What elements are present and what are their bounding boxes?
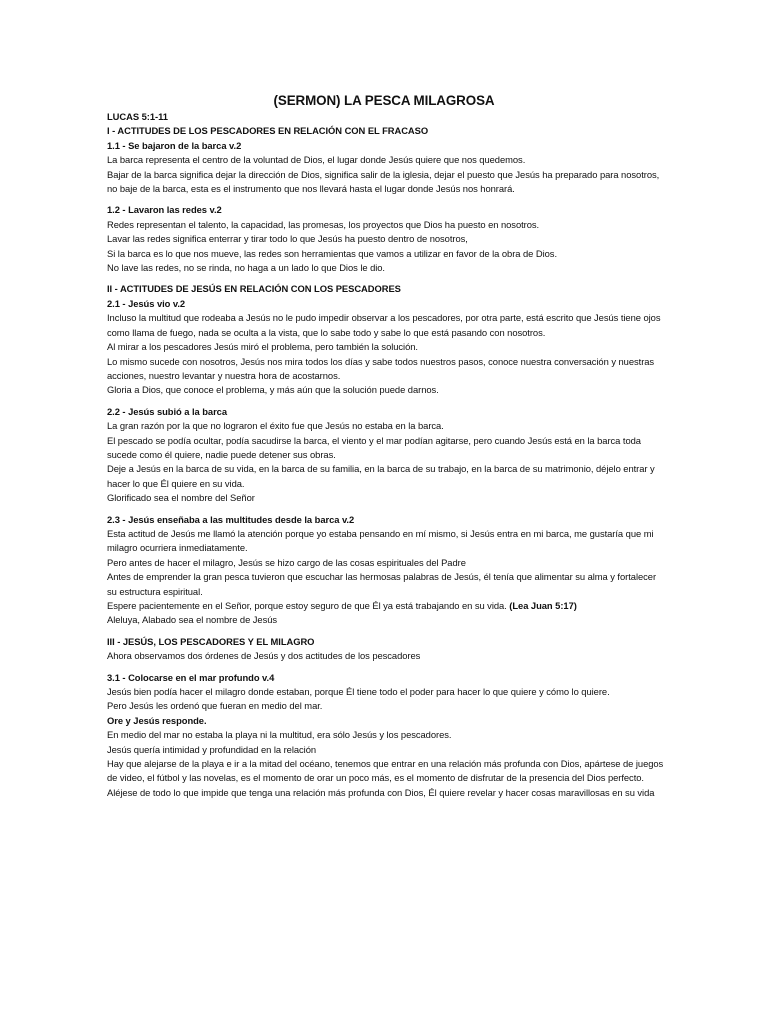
paragraph: Ahora observamos dos órdenes de Jesús y dos actitudes de los pescadores bbox=[107, 650, 421, 662]
paragraph: Pero antes de hacer el milagro, Jesús se hizo cargo de las cosas espirituales del Padre bbox=[107, 556, 466, 568]
section-3-heading: III - JESÚS, LOS PESCADORES Y EL MILAGRO bbox=[107, 635, 315, 647]
section-1-heading: I - ACTITUDES DE LOS PESCADORES EN RELACIÓN CON EL FRACASO bbox=[107, 125, 429, 137]
paragraph: Pero Jesús les ordenó que fueran en medio del mar. bbox=[107, 700, 323, 712]
subsection-3-1-heading: 3.1 - Colocarse en el mar profundo v.4 bbox=[107, 671, 275, 683]
scripture-reference: LUCAS 5:1-11 bbox=[107, 111, 168, 122]
paragraph: En medio del mar no estaba la playa ni la multitud, era sólo Jesús y los pescadores. bbox=[107, 729, 452, 741]
paragraph: Jesús bien podía hacer el milagro donde estaban, porque Él tiene todo el poder para hacer lo que quiere y cómo lo quiere. bbox=[107, 686, 610, 698]
paragraph: Esta actitud de Jesús me llamó la atención porque yo estaba pensando en mí mismo, si Jesús entra en mi barca, me gustaría que mi milagro ocurriera inmediatamente. bbox=[107, 527, 654, 554]
document-body bbox=[107, 110, 667, 800]
paragraph: Aleluya, Alabado sea el nombre de Jesús bbox=[107, 614, 278, 626]
paragraph: Bajar de la barca significa dejar la dirección de Dios, significa salir de la iglesia, dejar el puesto que Jesús ha preparado para nosotros, no baje de la barca, esta es el instrumento que nos llevará hasta el lugar donde Jesús nos honrará. bbox=[107, 168, 660, 195]
paragraph: Gloria a Dios, que conoce el problema, y más aún que la solución puede darnos. bbox=[107, 384, 439, 396]
subsection-2-3-heading: 2.3 - Jesús enseñaba a las multitudes desde la barca v.2 bbox=[107, 513, 355, 525]
document-title: (SERMON) LA PESCA MILAGROSA bbox=[273, 93, 495, 108]
paragraph: Deje a Jesús en la barca de su vida, en la barca de su familia, en la barca de su trabajo, en la barca de su matrimonio, déjelo entrar y hacer lo que Él quiere en su vida. bbox=[107, 463, 655, 489]
paragraph: Antes de emprender la gran pesca tuvieron que escuchar las hermosas palabras de Jesús, él tenía que alimentar su alma y fortalecer su estructura espiritual. bbox=[107, 571, 657, 597]
paragraph: La barca representa el centro de la voluntad de Dios, el lugar donde Jesús quiere que nos quedemos. bbox=[107, 154, 526, 166]
paragraph: Glorificado sea el nombre del Señor bbox=[107, 492, 255, 504]
paragraph: Redes representan el talento, la capacidad, las promesas, los proyectos que Dios ha puesto en nosotros. bbox=[107, 218, 540, 230]
subsection-2-2-heading: 2.2 - Jesús subió a la barca bbox=[107, 405, 228, 417]
bible-reference: (Lea Juan 5:17) bbox=[509, 600, 577, 611]
bold-statement: Ore y Jesús responde. bbox=[107, 714, 207, 726]
paragraph: Lavar las redes significa enterrar y tirar todo lo que Jesús ha puesto dentro de nosotros, bbox=[107, 233, 468, 245]
paragraph: El pescado se podía ocultar, podía sacudirse la barca, el viento y el mar podían agitarse, pero cuando Jesús está en la barca toda sucede como él quiere, nadie puede detener sus obras. bbox=[107, 434, 641, 460]
paragraph: No lave las redes, no se rinda, no haga a un lado lo que Dios le dio. bbox=[107, 262, 385, 274]
paragraph: Hay que alejarse de la playa e ir a la mitad del océano, tenemos que entrar en una relación más profunda con Dios, apártese de juegos de video, el fútbol y las novelas, es el momento de orar un poco más, es el momento de disfrutar de la presencia del Dios perfecto. bbox=[107, 758, 664, 784]
subsection-1-1-heading: 1.1 - Se bajaron de la barca v.2 bbox=[107, 139, 242, 151]
paragraph: Lo mismo sucede con nosotros, Jesús nos mira todos los días y sabe todos nuestros pasos, conoce nuestra conversación y nuestras acciones, nuestro levantar y nuestra hora de acostarnos. bbox=[107, 355, 655, 381]
paragraph: Si la barca es lo que nos mueve, las redes son herramientas que vamos a utilizar en favor de la obra de Dios. bbox=[107, 247, 558, 259]
paragraph: La gran razón por la que no lograron el éxito fue que Jesús no estaba en la barca. bbox=[107, 420, 444, 432]
paragraph: Aléjese de todo lo que impide que tenga una relación más profunda con Dios, Él quiere revelar y hacer cosas maravillosas en su vida bbox=[107, 786, 655, 798]
subsection-2-1-heading: 2.1 - Jesús vio v.2 bbox=[107, 297, 186, 309]
paragraph: Al mirar a los pescadores Jesús miró el problema, pero también la solución. bbox=[107, 341, 418, 353]
paragraph-text: Espere pacientemente en el Señor, porque estoy seguro de que Él ya está trabajando en su vida. bbox=[107, 600, 510, 611]
subsection-1-2-heading: 1.2 - Lavaron las redes v.2 bbox=[107, 204, 222, 216]
paragraph: Jesús quería intimidad y profundidad en la relación bbox=[107, 743, 317, 755]
paragraph-with-reference bbox=[107, 599, 667, 613]
section-2-heading: II - ACTITUDES DE JESÚS EN RELACIÓN CON LOS PESCADORES bbox=[107, 283, 401, 295]
paragraph: Incluso la multitud que rodeaba a Jesús no le pudo impedir observar a los pescadores, por otra parte, está escrito que Jesús tiene ojos como llama de fuego, nada se oculta a la vista, que lo sabe todo y sabe lo que está pasando con nosotros. bbox=[107, 312, 661, 338]
